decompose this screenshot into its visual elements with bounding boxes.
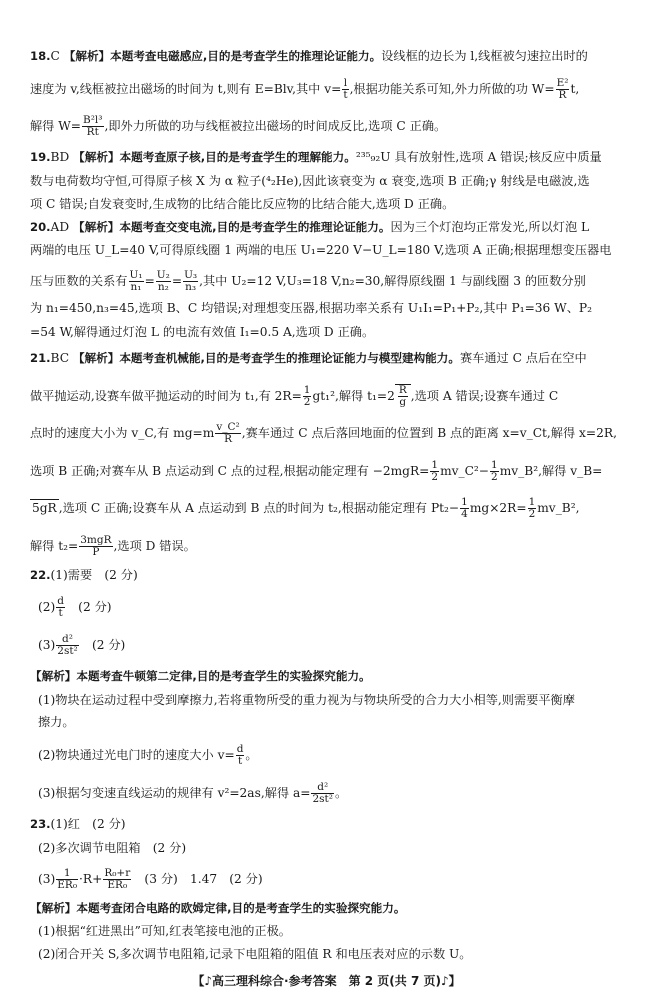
q19-line-2 bbox=[30, 173, 636, 189]
analysis-lead: 本题考查电磁感应,目的是考查学生的推理论证能力。 bbox=[110, 49, 382, 63]
answer-choice: BC bbox=[50, 351, 70, 365]
body-text: (2)闭合开关 S,多次调节电阻箱,记录下电阻箱的阻值 R 和电压表对应的示数 U。 bbox=[38, 947, 472, 961]
body-text: (1)根据“红进黑出”可知,红表笔接电池的正极。 bbox=[38, 924, 291, 938]
fraction: $\frac{1}{2}$ bbox=[431, 460, 439, 483]
q23-expl-1 bbox=[38, 923, 636, 939]
analysis-tag: 【解析】 bbox=[73, 150, 120, 164]
q23-line-1 bbox=[30, 816, 636, 832]
body-text: 速度为 v,线框被拉出磁场的时间为 t,则有 E=Blv,其中 v= bbox=[30, 82, 342, 96]
q18-line-2 bbox=[30, 78, 636, 101]
analysis-tag: 【解析】 bbox=[72, 351, 120, 365]
q19-line-3 bbox=[30, 196, 636, 212]
answer-text: (3) bbox=[38, 638, 56, 652]
body-text: 。 bbox=[245, 748, 258, 762]
q21-line-3 bbox=[30, 422, 636, 445]
q22-expl-2 bbox=[38, 744, 636, 767]
q23-line-2 bbox=[38, 840, 636, 856]
q23-line-3 bbox=[38, 868, 636, 891]
analysis-tag: 【解析】 bbox=[73, 220, 120, 234]
body-text: mv_C²− bbox=[440, 464, 490, 478]
question-number: 20. bbox=[30, 220, 51, 234]
q22-line-3 bbox=[38, 634, 636, 657]
q21-line-6 bbox=[30, 535, 636, 558]
question-number: 22. bbox=[30, 568, 51, 582]
body-text: 解得 t₂= bbox=[30, 539, 79, 553]
q19-line-1 bbox=[30, 149, 636, 165]
fraction: $\frac{1}{2}$ bbox=[303, 384, 311, 408]
body-text: ,选项 C 正确;设赛车从 A 点运动到 B 点的时间为 t₂,根据动能定理有 Pt₂− bbox=[58, 501, 460, 515]
fraction: $\frac{\text{v\_C²}}{R}$ bbox=[216, 422, 240, 445]
q20-line-3: 压与匝数的关系有 $\frac{\text{U₁}}{\text{n₁}}$ = $\frac{\text{U₂}}{\text{n₂}}$ = $\frac{\text{U₃}}{\text{n₃}}$ ,其中 U₂=12 V,U₃=18 V,n₂=30,解得原线圈 1 与副线圈 3 的匝数分别 bbox=[30, 270, 586, 293]
body-text: (2)物块通过光电门时的速度大小 v= bbox=[38, 748, 235, 762]
fraction: $\frac{d}{t}$ bbox=[57, 596, 64, 619]
q22-analysis bbox=[30, 668, 636, 684]
fraction: $\frac{\text{d²}}{\text{2st²}}$ bbox=[57, 634, 78, 657]
answer-choice: AD bbox=[50, 220, 70, 234]
body-text: ,其中 U₂=12 V,U₃=18 V,n₂=30,解得原线圈 1 与副线圈 3 的匝数分别 bbox=[199, 274, 586, 288]
square-root: $\frac{R}{g}$ bbox=[395, 384, 411, 408]
body-text: 因为三个灯泡均正常发光,所以灯泡 L bbox=[390, 220, 590, 234]
fraction: $\frac{\text{B²l³}}{Rt}$ bbox=[83, 115, 103, 138]
body-text: 数与电荷数均守恒,可得原子核 X 为 α 粒子(⁴₂He),因此该衰变为 α 衰变,选项 B 正确;γ 射线是电磁波,选 bbox=[30, 174, 590, 188]
body-text: (1)物块在运动过程中受到摩擦力,若将重物所受的重力视为与物块所受的合力大小相等,则需要平衡摩 bbox=[38, 693, 575, 707]
q22-line-2 bbox=[38, 596, 636, 619]
answer-choice: BD bbox=[50, 150, 70, 164]
fraction: $\frac{\text{U₃}}{\text{n₃}}$ bbox=[184, 270, 198, 293]
body-text: 设线框的边长为 l,线框被匀速拉出时的 bbox=[381, 49, 588, 63]
fraction: $\frac{\text{U₁}}{\text{n₁}}$ bbox=[129, 270, 143, 293]
q20-line-4 bbox=[30, 300, 636, 316]
body-text: 。 bbox=[334, 786, 348, 800]
answer-choice: C bbox=[50, 49, 60, 63]
body-text: ,赛车通过 C 点后落回地面的位置到 B 点的距离 x=v_Ct,解得 x=2R, bbox=[241, 426, 617, 440]
body-text: mg×2R= bbox=[469, 501, 527, 515]
fraction: $\frac{\text{E²}}{R}$ bbox=[556, 78, 569, 101]
q21-line-2 bbox=[30, 384, 636, 408]
q22-expl-1 bbox=[38, 692, 636, 708]
answer-text: (2)多次调节电阻箱 (2 分) bbox=[38, 841, 187, 855]
answer-text: (3) bbox=[38, 872, 56, 886]
q21-line-1 bbox=[30, 350, 636, 366]
body-text: 解得 W= bbox=[30, 119, 81, 133]
fraction: $\frac{1}{2}$ bbox=[491, 460, 498, 483]
analysis-lead: 本题考查牛顿第二定律,目的是考查学生的实验探究能力。 bbox=[76, 669, 371, 683]
fraction: $\frac{1}{4}$ bbox=[461, 497, 468, 520]
body-text: mv_B²,解得 v_B= bbox=[499, 464, 603, 478]
body-text: 两端的电压 U_L=40 V,可得原线圈 1 两端的电压 U₁=220 V−U_L=180 V,选项 A 正确;根据理想变压器电 bbox=[30, 243, 612, 257]
question-number: 19. bbox=[30, 150, 51, 164]
fraction: $\frac{1}{2}$ bbox=[528, 497, 536, 520]
analysis-lead: 本题考查原子核,目的是考查学生的理解能力。 bbox=[119, 150, 356, 164]
q21-line-5 bbox=[30, 497, 636, 520]
body-text: 选项 B 正确;对赛车从 B 点运动到 C 点的过程,根据动能定理有 −2mgR= bbox=[30, 464, 430, 478]
question-number: 21. bbox=[30, 351, 51, 365]
q22-line-1 bbox=[30, 567, 636, 583]
page-footer: 【♪高三理科综合·参考答案 第 2 页(共 7 页)♪】 bbox=[192, 974, 461, 988]
answer-text: ·R+ bbox=[79, 872, 103, 886]
question-number: 18. bbox=[30, 49, 51, 63]
analysis-lead: 本题考查交变电流,目的是考查学生的推理论证能力。 bbox=[119, 220, 391, 234]
body-text: ,根据功能关系可知,外力所做的功 W= bbox=[349, 82, 555, 96]
fraction: $\frac{\text{U₂}}{\text{n₂}}$ bbox=[156, 270, 170, 293]
square-root: 5gR bbox=[32, 501, 57, 515]
q21-line-4 bbox=[30, 460, 636, 483]
q22-expl-1b bbox=[38, 714, 636, 730]
body-text: gt₁²,解得 t₁=2 bbox=[312, 389, 395, 403]
q20-line-1 bbox=[30, 219, 636, 235]
q23-analysis bbox=[30, 900, 636, 916]
analysis-lead: 本题考查机械能,目的是考查学生的推理论证能力与模型建构能力。 bbox=[119, 351, 460, 365]
answer-text: (3 分) 1.47 (2 分) bbox=[132, 872, 263, 886]
q20-line-5 bbox=[30, 324, 636, 340]
body-text: =54 W,解得通过灯泡 L 的电流有效值 I₁=0.5 A,选项 D 正确。 bbox=[30, 325, 375, 339]
answer-text: (2 分) bbox=[79, 638, 126, 652]
q18-line-1 bbox=[30, 48, 636, 64]
body-text: 为 n₁=450,n₃=45,选项 B、C 均错误;对理想变压器,根据功率关系有 U₁I₁=P₁+P₂,其中 P₁=36 W、P₂ bbox=[30, 301, 592, 315]
body-text: mv_B², bbox=[537, 501, 580, 515]
answer-text: (2) bbox=[38, 600, 56, 614]
analysis-tag: 【解析】 bbox=[30, 901, 77, 915]
q18-line-3 bbox=[30, 115, 636, 138]
q23-expl-2 bbox=[38, 946, 636, 962]
analysis-lead: 本题考查闭合电路的欧姆定律,目的是考查学生的实验探究能力。 bbox=[76, 901, 406, 915]
analysis-tag: 【解析】 bbox=[63, 49, 111, 63]
fraction: $\frac{d}{t}$ bbox=[236, 744, 244, 767]
body-text: ,选项 D 错误。 bbox=[113, 539, 196, 553]
fraction: $\frac{l}{t}$ bbox=[343, 78, 348, 101]
body-text: ,选项 A 错误;设赛车通过 C bbox=[410, 389, 559, 403]
body-text: ²³⁵₉₂U 具有放射性,选项 A 错误;核反应中质量 bbox=[355, 150, 602, 164]
body-text: 点时的速度大小为 v_C,有 mg=m bbox=[30, 426, 215, 440]
body-text: 赛车通过 C 点后在空中 bbox=[459, 351, 587, 365]
q22-expl-3 bbox=[38, 782, 636, 805]
q20-line-2 bbox=[30, 242, 636, 258]
analysis-tag: 【解析】 bbox=[30, 669, 77, 683]
answer-text: (1)红 (2 分) bbox=[50, 817, 126, 831]
body-text: 压与匝数的关系有 bbox=[30, 274, 128, 288]
body-text: 做平抛运动,设赛车做平抛运动的时间为 t₁,有 2R= bbox=[30, 389, 302, 403]
body-text: 擦力。 bbox=[38, 715, 75, 729]
answer-text: (2 分) bbox=[66, 600, 112, 614]
answer-text: (1)需要 (2 分) bbox=[50, 568, 138, 582]
fraction: $\frac{\text{R₀+r}}{\text{ER₀}}$ bbox=[104, 868, 131, 891]
question-number: 23. bbox=[30, 817, 51, 831]
body-text: ,即外力所做的功与线框被拉出磁场的时间成反比,选项 C 正确。 bbox=[104, 119, 447, 133]
body-text: 项 C 错误;自发衰变时,生成物的比结合能比反应物的比结合能大,选项 D 正确。 bbox=[30, 197, 455, 211]
body-text: (3)根据匀变速直线运动的规律有 v²=2as,解得 a= bbox=[38, 786, 311, 800]
fraction: $\frac{\text{d²}}{\text{2st²}}$ bbox=[312, 782, 333, 805]
fraction: $\frac{\text{3mgR}}{P}$ bbox=[80, 535, 112, 558]
fraction: $\frac{1}{\text{ER₀}}$ bbox=[57, 868, 78, 891]
body-text: t, bbox=[570, 82, 580, 96]
